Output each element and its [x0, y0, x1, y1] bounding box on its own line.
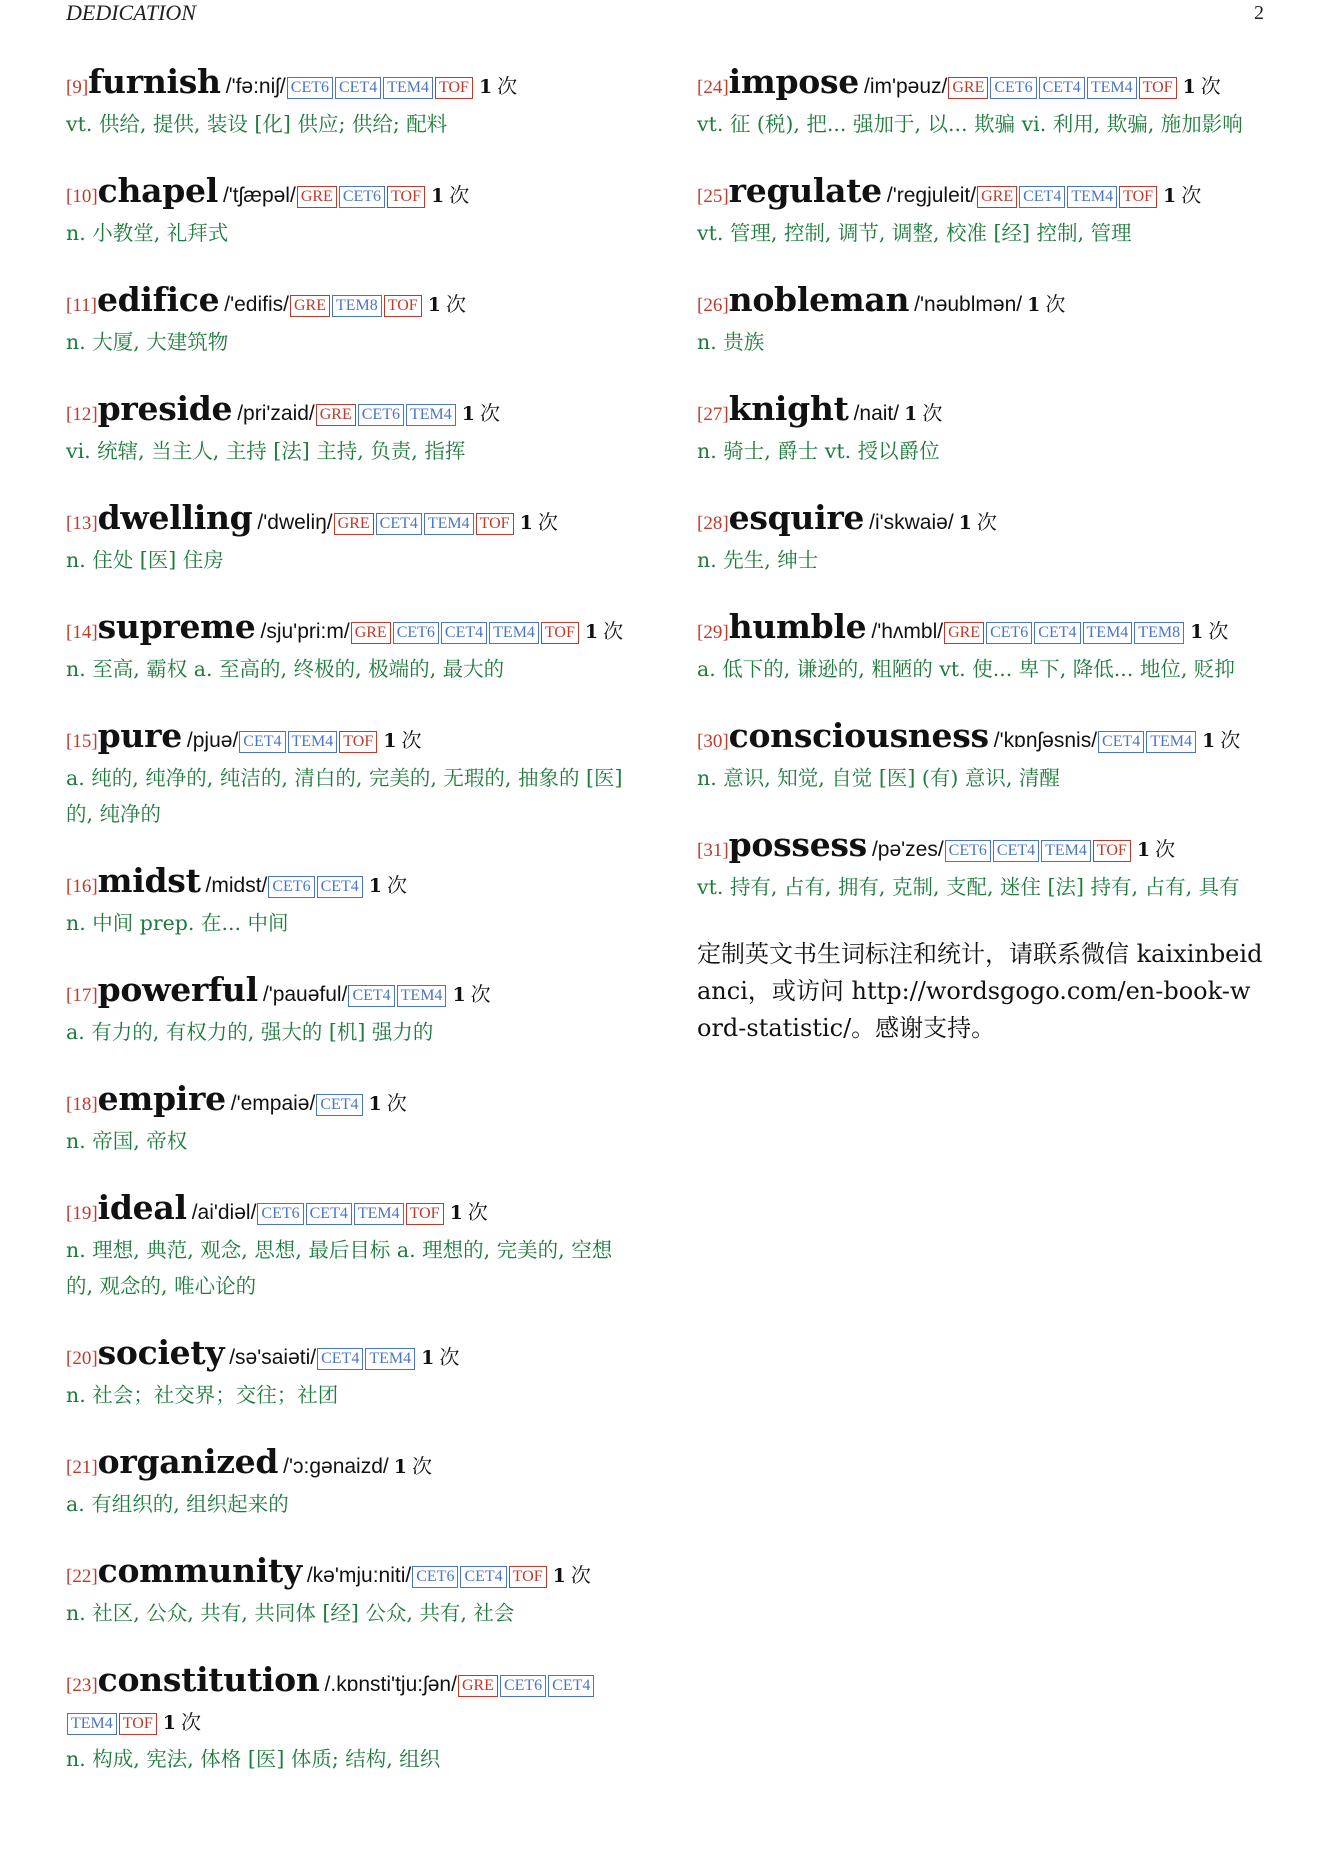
- occurrence-count: 1: [958, 512, 972, 534]
- exam-tag: GRE: [351, 622, 391, 644]
- occurrence-count: 1: [552, 1565, 566, 1587]
- exam-tag: GRE: [944, 622, 984, 644]
- entry-heading: [66, 1444, 634, 1486]
- word-entry: [697, 282, 1264, 360]
- pronunciation: /pri'zaid/: [237, 402, 315, 425]
- entry-number: [12]: [66, 404, 98, 425]
- exam-tag: GRE: [316, 404, 356, 426]
- occurrence-count: 1: [519, 512, 533, 534]
- right-column: [697, 64, 1264, 1047]
- definition: vt. 持有, 占有, 拥有, 克制, 支配, 迷住 [法] 持有, 占有, 具有: [697, 875, 1240, 899]
- entry-heading: [66, 718, 634, 760]
- exam-tag: TOF: [387, 186, 425, 208]
- exam-tag: TOF: [1139, 77, 1177, 99]
- exam-tag: CET6: [412, 1566, 458, 1588]
- entry-heading: [697, 609, 1264, 651]
- exam-tag: CET4: [335, 77, 381, 99]
- occurrence-unit: 次: [449, 183, 470, 207]
- headword: community: [97, 1551, 302, 1590]
- entry-number: [16]: [66, 876, 98, 897]
- occurrence-count: 1: [904, 403, 918, 425]
- headword: dwelling: [97, 498, 253, 537]
- page-header-title: DEDICATION: [66, 0, 196, 25]
- exam-tag: CET4: [1019, 186, 1065, 208]
- occurrence-unit: 次: [1155, 837, 1176, 861]
- occurrence-count: 1: [1190, 621, 1204, 643]
- entry-number: [29]: [697, 622, 729, 643]
- occurrence-count: 1: [584, 621, 599, 643]
- entry-number: [21]: [66, 1457, 98, 1478]
- word-entry: [66, 1662, 634, 1777]
- headword: powerful: [97, 970, 258, 1009]
- occurrence-count: 1: [383, 730, 397, 752]
- exam-tag: TEM4: [67, 1713, 117, 1735]
- definition: a. 有组织的, 组织起来的: [66, 1492, 289, 1516]
- word-entry: [66, 282, 634, 360]
- exam-tag: GRE: [977, 186, 1017, 208]
- occurrence-unit: 次: [1200, 74, 1221, 98]
- entry-number: [20]: [66, 1348, 98, 1369]
- exam-tag: TEM4: [424, 513, 474, 535]
- exam-tag: CET4: [1098, 731, 1144, 753]
- exam-tag: TOF: [1093, 840, 1131, 862]
- pronunciation: /ai'diəl/: [191, 1201, 257, 1224]
- exam-tag: TEM8: [332, 295, 382, 317]
- exam-tag: CET4: [460, 1566, 506, 1588]
- occurrence-count: 1: [368, 1093, 382, 1115]
- exam-tag: CET6: [393, 622, 439, 644]
- headword: knight: [728, 389, 849, 428]
- exam-tag: TOF: [406, 1203, 444, 1225]
- entry-heading: [697, 64, 1264, 106]
- occurrence-unit: 次: [411, 1454, 432, 1478]
- exam-tag: CET6: [358, 404, 404, 426]
- entry-number: [14]: [66, 622, 98, 643]
- headword: chapel: [97, 171, 218, 210]
- pronunciation: /i'skwaiə/: [869, 511, 954, 534]
- occurrence-unit: 次: [1181, 183, 1202, 207]
- occurrence-unit: 次: [603, 619, 624, 643]
- pronunciation: /'ɔ:gənaizd/: [283, 1455, 389, 1478]
- entry-heading: [66, 500, 634, 542]
- occurrence-unit: 次: [401, 728, 422, 752]
- word-entry: [66, 1081, 634, 1159]
- entry-number: [24]: [697, 77, 729, 98]
- occurrence-count: 1: [1202, 730, 1216, 752]
- entry-number: [22]: [66, 1566, 98, 1587]
- occurrence-count: 1: [478, 76, 493, 98]
- headword: organized: [97, 1442, 279, 1481]
- exam-tag: GRE: [297, 186, 337, 208]
- definition: n. 住处 [医] 住房: [66, 548, 224, 572]
- exam-tag: TOF: [509, 1566, 547, 1588]
- word-entry: [66, 972, 634, 1050]
- pronunciation: /.kɒnsti'tju:ʃən/: [324, 1673, 457, 1696]
- exam-tag: TEM8: [1134, 622, 1184, 644]
- definition: n. 至高, 霸权 a. 至高的, 终极的, 极端的, 最大的: [66, 657, 505, 681]
- exam-tag: TEM4: [406, 404, 456, 426]
- entry-number: [25]: [697, 186, 729, 207]
- exam-tag: CET6: [945, 840, 991, 862]
- definition: vt. 管理, 控制, 调节, 调整, 校准 [经] 控制, 管理: [697, 221, 1132, 245]
- headword: consciousness: [728, 716, 989, 755]
- exam-tag: TEM4: [1083, 622, 1133, 644]
- exam-tag: TEM4: [1041, 840, 1091, 862]
- word-entry: [66, 1190, 634, 1304]
- pronunciation: /'tʃæpəl/: [222, 184, 296, 207]
- entry-heading: [697, 718, 1264, 760]
- definition: a. 低下的, 谦逊的, 粗陋的 vt. 使... 卑下, 降低... 地位, 贬抑: [697, 657, 1235, 681]
- exam-tag: CET4: [239, 731, 285, 753]
- exam-tag: CET6: [986, 622, 1032, 644]
- exam-tag: TOF: [339, 731, 377, 753]
- exam-tag: TEM4: [489, 622, 539, 644]
- entry-heading: [66, 1081, 634, 1123]
- exam-tag: GRE: [290, 295, 330, 317]
- exam-tag: TOF: [384, 295, 422, 317]
- occurrence-count: 1: [1027, 294, 1041, 316]
- pronunciation: /'regjuleit/: [886, 184, 977, 207]
- entry-heading: [66, 391, 634, 433]
- entry-number: [19]: [66, 1203, 98, 1224]
- headword: ideal: [97, 1188, 187, 1227]
- exam-tag: TOF: [476, 513, 514, 535]
- entry-heading: [66, 1335, 634, 1377]
- entry-number: [27]: [697, 404, 729, 425]
- word-entry: [66, 391, 634, 469]
- headword: regulate: [728, 171, 882, 210]
- pronunciation: /'kɒnʃəsnis/: [993, 729, 1098, 752]
- word-entry: [66, 718, 634, 832]
- entry-heading: [66, 173, 634, 215]
- word-entry: [697, 64, 1264, 142]
- entry-number: [30]: [697, 731, 729, 752]
- occurrence-count: 1: [427, 294, 441, 316]
- exam-tag: TEM4: [354, 1203, 404, 1225]
- headword: edifice: [96, 280, 220, 319]
- definition: n. 构成, 宪法, 体格 [医] 体质; 结构, 组织: [66, 1747, 441, 1771]
- occurrence-unit: 次: [479, 401, 500, 425]
- headword: humble: [728, 607, 867, 646]
- exam-tag: CET6: [500, 1675, 546, 1697]
- headword: nobleman: [728, 280, 910, 319]
- entry-number: [17]: [66, 985, 98, 1006]
- occurrence-unit: 次: [976, 510, 997, 534]
- exam-tag: GRE: [948, 77, 988, 99]
- headword: midst: [97, 861, 201, 900]
- word-entry: [66, 609, 634, 687]
- exam-tag: TOF: [541, 622, 579, 644]
- occurrence-count: 1: [1136, 839, 1151, 861]
- exam-tag: TOF: [435, 77, 473, 99]
- left-column: [66, 64, 634, 1808]
- headword: impose: [728, 62, 859, 101]
- occurrence-count: 1: [421, 1347, 435, 1369]
- definition: n. 社会；社交界；交往；社团: [66, 1383, 339, 1407]
- definition: n. 小教堂, 礼拜式: [66, 221, 229, 245]
- exam-tag: TEM4: [397, 985, 447, 1007]
- word-entry: [697, 391, 1264, 469]
- pronunciation: /'edifis/: [224, 293, 289, 316]
- pronunciation: /pjuə/: [186, 729, 239, 752]
- headword: preside: [97, 389, 233, 428]
- pronunciation: /'dweliŋ/: [257, 511, 333, 534]
- occurrence-unit: 次: [497, 74, 518, 98]
- definition: n. 贵族: [697, 330, 765, 354]
- occurrence-count: 1: [449, 1202, 463, 1224]
- word-entry: [66, 500, 634, 578]
- occurrence-unit: 次: [439, 1345, 460, 1369]
- definition: n. 中间 prep. 在... 中间: [66, 911, 289, 935]
- pronunciation: /midst/: [205, 874, 268, 897]
- occurrence-count: 1: [162, 1712, 176, 1734]
- word-entry: [697, 173, 1264, 251]
- entry-heading: [697, 827, 1264, 869]
- occurrence-unit: 次: [386, 1091, 407, 1115]
- headword: possess: [728, 825, 867, 864]
- pronunciation: /nait/: [853, 402, 900, 425]
- exam-tag: CET4: [316, 1094, 362, 1116]
- entry-heading: [66, 1190, 634, 1232]
- exam-tag: CET6: [339, 186, 385, 208]
- headword: pure: [97, 716, 182, 755]
- page-number: 2: [1254, 2, 1264, 24]
- exam-tag: CET4: [376, 513, 422, 535]
- entry-heading: [697, 173, 1264, 215]
- definition: a. 纯的, 纯净的, 纯洁的, 清白的, 完美的, 无瑕的, 抽象的 [医] 的, 纯净的: [66, 766, 623, 826]
- headword: constitution: [97, 1660, 320, 1699]
- exam-tag: CET4: [317, 876, 363, 898]
- occurrence-unit: 次: [180, 1710, 201, 1734]
- word-entry: [697, 827, 1264, 905]
- entry-heading: [66, 609, 634, 651]
- exam-tag: TEM4: [365, 1348, 415, 1370]
- headword: society: [97, 1333, 225, 1372]
- entry-number: [15]: [66, 731, 98, 752]
- word-entry: [66, 863, 634, 941]
- exam-tag: TEM4: [1146, 731, 1196, 753]
- headword: supreme: [97, 607, 256, 646]
- word-entry: [697, 718, 1264, 796]
- occurrence-count: 1: [461, 403, 475, 425]
- headword: empire: [97, 1079, 226, 1118]
- occurrence-unit: 次: [1208, 619, 1229, 643]
- entry-number: [13]: [66, 513, 98, 534]
- definition: n. 意识, 知觉, 自觉 [医] (有) 意识, 清醒: [697, 766, 1060, 790]
- pronunciation: /im'pəuz/: [863, 75, 948, 98]
- entry-heading: [66, 1553, 634, 1595]
- definition: n. 骑士, 爵士 vt. 授以爵位: [697, 439, 940, 463]
- entry-number: [31]: [697, 840, 729, 861]
- occurrence-unit: 次: [537, 510, 558, 534]
- word-entry: [66, 1335, 634, 1413]
- exam-tag: CET4: [993, 840, 1039, 862]
- contact-note: 定制英文书生词标注和统计，请联系微信 kaixinbeidanci，或访问 http://wordsgogo.com/en-book-word-statistic/。感谢支持。: [697, 940, 1263, 1042]
- definition: vt. 供给, 提供, 装设 [化] 供应; 供给; 配料: [66, 112, 448, 136]
- exam-tag: CET4: [441, 622, 487, 644]
- pronunciation: /'nəublmən/: [914, 293, 1023, 316]
- occurrence-count: 1: [452, 984, 466, 1006]
- entry-number: [18]: [66, 1094, 98, 1115]
- exam-tag: CET6: [257, 1203, 303, 1225]
- exam-tag: TEM4: [383, 77, 433, 99]
- exam-tag: CET4: [306, 1203, 352, 1225]
- word-entry: [66, 64, 634, 142]
- occurrence-count: 1: [1163, 185, 1177, 207]
- entry-number: [28]: [697, 513, 729, 534]
- pronunciation: /pə'zes/: [871, 838, 944, 861]
- exam-tag: CET4: [548, 1675, 594, 1697]
- occurrence-unit: 次: [570, 1563, 591, 1587]
- definition: n. 先生, 绅士: [697, 548, 819, 572]
- definition: n. 大厦, 大建筑物: [66, 330, 229, 354]
- pronunciation: /'pauəful/: [262, 983, 348, 1006]
- pronunciation: /sju'pri:m/: [260, 620, 350, 643]
- occurrence-unit: 次: [470, 982, 491, 1006]
- occurrence-unit: 次: [1045, 292, 1066, 316]
- occurrence-unit: 次: [445, 292, 466, 316]
- exam-tag: CET6: [287, 77, 333, 99]
- occurrence-unit: 次: [467, 1200, 488, 1224]
- word-entry: [697, 609, 1264, 687]
- entry-number: [23]: [66, 1675, 98, 1696]
- occurrence-unit: 次: [1220, 728, 1241, 752]
- pronunciation: /'empaiə/: [230, 1092, 316, 1115]
- word-entry: [66, 1444, 634, 1522]
- exam-tag: CET4: [348, 985, 394, 1007]
- occurrence-count: 1: [1182, 76, 1196, 98]
- occurrence-count: 1: [430, 185, 445, 207]
- entry-heading: [66, 863, 634, 905]
- entry-heading: [66, 64, 634, 106]
- exam-tag: GRE: [334, 513, 374, 535]
- definition: a. 有力的, 有权力的, 强大的 [机] 强力的: [66, 1020, 434, 1044]
- occurrence-count: 1: [393, 1456, 407, 1478]
- word-entry: [66, 1553, 634, 1631]
- pronunciation: /sə'saiəti/: [229, 1346, 317, 1369]
- entry-heading: [697, 500, 1264, 542]
- entry-number: [11]: [66, 295, 97, 316]
- pronunciation: /'hʌmbl/: [871, 620, 944, 643]
- exam-tag: TEM4: [1067, 186, 1117, 208]
- exam-tag: CET4: [1039, 77, 1085, 99]
- word-entry: [697, 500, 1264, 578]
- exam-tag: TOF: [1119, 186, 1157, 208]
- exam-tag: CET4: [317, 1348, 363, 1370]
- entry-heading: [66, 972, 634, 1014]
- entry-number: [9]: [66, 77, 89, 98]
- exam-tag: CET4: [1034, 622, 1080, 644]
- occurrence-unit: 次: [922, 401, 943, 425]
- entry-number: [10]: [66, 186, 98, 207]
- occurrence-count: 1: [368, 875, 383, 897]
- definition: n. 理想, 典范, 观念, 思想, 最后目标 a. 理想的, 完美的, 空想的, 观念的, 唯心论的: [66, 1238, 613, 1298]
- definition: vt. 征 (税), 把... 强加于, 以... 欺骗 vi. 利用, 欺骗, 施加影响: [697, 112, 1243, 136]
- exam-tag: CET6: [990, 77, 1036, 99]
- word-entry: [66, 173, 634, 251]
- entry-heading: [66, 1662, 634, 1741]
- definition: n. 帝国, 帝权: [66, 1129, 188, 1153]
- entry-heading: [66, 282, 634, 324]
- exam-tag: TEM4: [288, 731, 338, 753]
- entry-heading: [697, 282, 1264, 324]
- entry-heading: [697, 391, 1264, 433]
- definition: n. 社区, 公众, 共有, 共同体 [经] 公众, 共有, 社会: [66, 1601, 515, 1625]
- pronunciation: /'fə:niʃ/: [225, 75, 286, 98]
- exam-tag: GRE: [458, 1675, 498, 1697]
- exam-tag: TEM4: [1087, 77, 1137, 99]
- pronunciation: /kə'mju:niti/: [306, 1564, 412, 1587]
- occurrence-unit: 次: [387, 873, 408, 897]
- headword: furnish: [88, 62, 221, 101]
- exam-tag: TOF: [119, 1713, 157, 1735]
- definition: vi. 统辖, 当主人, 主持 [法] 主持, 负责, 指挥: [66, 439, 466, 463]
- exam-tag: CET6: [268, 876, 314, 898]
- entry-number: [26]: [697, 295, 729, 316]
- headword: esquire: [728, 498, 865, 537]
